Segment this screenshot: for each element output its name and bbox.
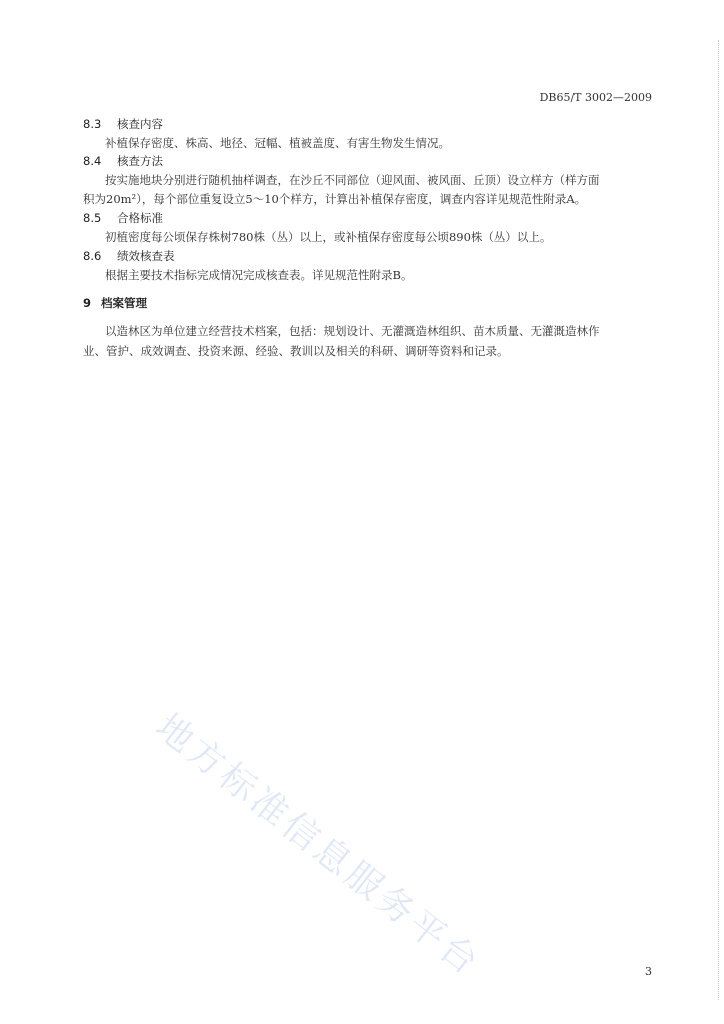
section-title: 合格标准 xyxy=(117,211,163,225)
section-8-4-heading xyxy=(83,153,163,169)
section-number: 8.3 xyxy=(83,117,102,131)
section-number: 8.6 xyxy=(83,249,102,263)
section-8-6-text: 根据主要技术指标完成情况完成核查表。详见规范性附录B。 xyxy=(105,268,413,282)
section-8-5-text: 初植密度每公顷保存株树780株（丛）以上，或补植保存密度每公顷890株（丛）以上。 xyxy=(105,230,552,244)
section-number: 8.4 xyxy=(83,154,102,168)
section-8-5-heading xyxy=(83,210,163,226)
section-8-4-text-line-2: 积为20m²），每个部位重复设立5～10个样方，计算出补植保存密度，调查内容详见规范性附录A。 xyxy=(83,192,587,206)
section-9-text-line-2: 业、管护、成效调查、投资来源、经验、教训以及相关的科研、调研等资料和记录。 xyxy=(83,344,509,358)
page-number: 3 xyxy=(645,965,652,978)
section-8-3-text: 补植保存密度、株高、地径、冠幅、植被盖度、有害生物发生情况。 xyxy=(105,136,450,150)
section-title: 绩效核查表 xyxy=(117,249,175,263)
section-9-heading xyxy=(83,295,147,311)
section-8-3-heading xyxy=(83,116,163,132)
section-title: 核查内容 xyxy=(117,117,163,131)
standard-code: DB65/T 3002—2009 xyxy=(539,91,652,104)
section-number: 9 xyxy=(83,296,92,310)
section-9-text-line-1: 以造林区为单位建立经营技术档案，包括：规划设计、无灌溉造林组织、苗木质量、无灌溉造林作 xyxy=(105,324,600,338)
watermark: 地方标准信息服务平台 xyxy=(147,706,489,985)
section-number: 8.5 xyxy=(83,211,102,225)
section-8-6-heading xyxy=(83,248,175,264)
section-title: 档案管理 xyxy=(101,296,147,310)
section-title: 核查方法 xyxy=(117,154,163,168)
section-8-4-text-line-1: 按实施地块分别进行随机抽样调查，在沙丘不同部位（迎风面、被风面、丘顶）设立样方（样方面 xyxy=(105,173,600,187)
scan-edge xyxy=(718,40,720,1000)
